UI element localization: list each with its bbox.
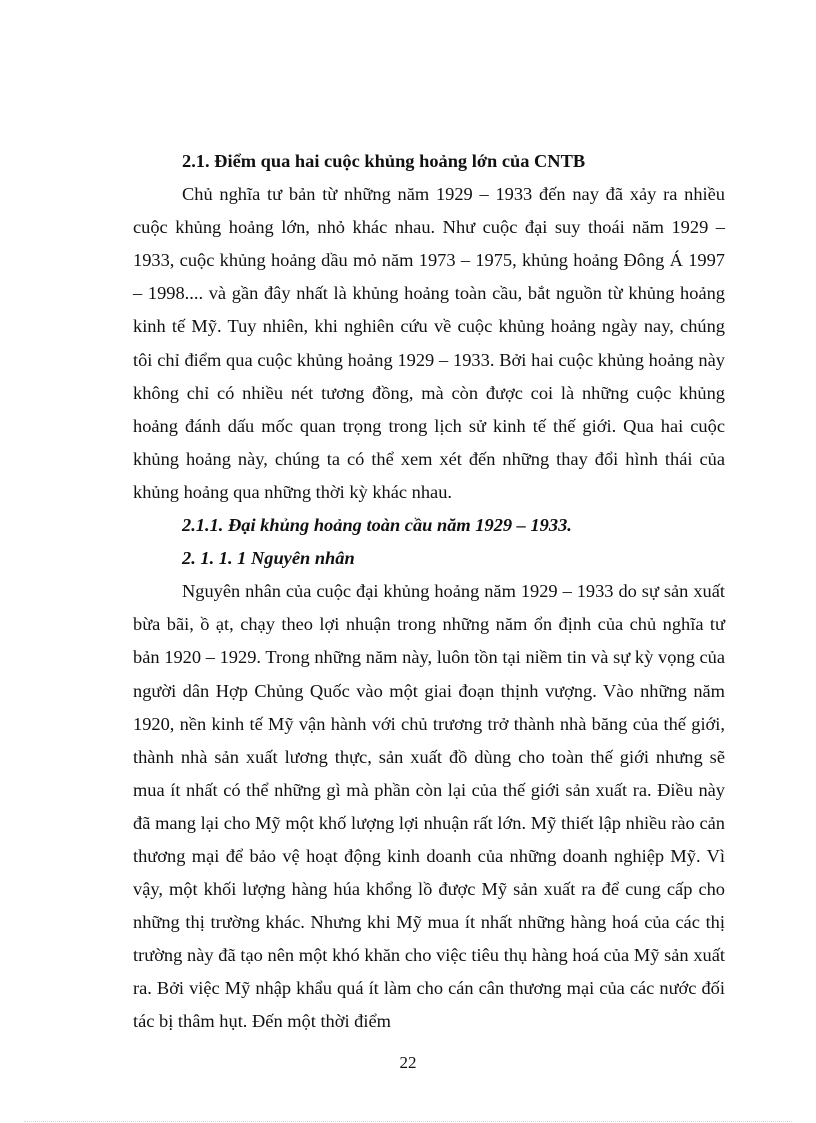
page-bottom-divider — [24, 1121, 792, 1122]
subsubsection-heading: 2. 1. 1. 1 Nguyên nhân — [182, 548, 355, 569]
page-number: 22 — [399, 1053, 417, 1072]
paragraph-causes: Nguyên nhân của cuộc đại khủng hoảng năm 1929 – 1933 do sự sản xuất bừa bãi, ồ ạt, chạy theo lợi nhuận trong những năm ổn định của chủ nghĩa tư bản 1920 – 1929. Trong những năm này, luôn tồn tại niềm tin và sự kỳ vọng của người dân Hợp Chủng Quốc vào một giai đoạn thịnh vượng. Vào những năm 1920, nền kinh tế Mỹ vận hành với chủ trương trở thành nhà băng của thế giới, thành nhà sản xuất lương thực, sản xuất đồ dùng cho toàn thế giới nhưng sẽ mua ít nhất có thể những gì mà phần còn lại của thế giới sản xuất ra. Điều này đã mang lại cho Mỹ một khố lượng lợi nhuận rất lớn. Mỹ thiết lập nhiều rào cản thương mại để bảo vệ hoạt động kinh doanh của những doanh nghiệp Mỹ. Vì vậy, một khối lượng hàng húa khổng lồ được Mỹ sản xuất ra để cung cấp cho những thị trường khác. Nhưng khi Mỹ mua ít nhất những hàng hoá của các thị trường này đã tạo nên một khó khăn cho việc tiêu thụ hàng hoá của Mỹ sản xuất ra. Bởi việc Mỹ nhập khẩu quá ít làm cho cán cân thương mại của các nước đối tác bị thâm hụt. Đến một thời điểm — [133, 581, 725, 1032]
paragraph-intro: Chủ nghĩa tư bản từ những năm 1929 – 1933 đến nay đã xảy ra nhiều cuộc khủng hoảng lớn, nhỏ khác nhau. Như cuộc đại suy thoái năm 1929 – 1933, cuộc khủng hoảng dầu mỏ năm 1973 – 1975, khủng hoảng Đông Á 1997 – 1998.... và gần đây nhất là khủng hoảng toàn cầu, bắt nguồn từ khủng hoảng kinh tế Mỹ. Tuy nhiên, khi nghiên cứu về cuộc khủng hoảng ngày nay, chúng tôi chỉ điểm qua cuộc khủng hoảng 1929 – 1933. Bởi hai cuộc khủng hoảng này không chỉ có nhiều nét tương đồng, mà còn được coi là những cuộc khủng hoảng đánh dấu mốc quan trọng trong lịch sử kinh tế thế giới. Qua hai cuộc khủng hoảng này, chúng ta có thể xem xét đến những thay đổi hình thái của khủng hoảng qua những thời kỳ khác nhau. — [133, 184, 725, 502]
section-heading: 2.1. Điểm qua hai cuộc khủng hoảng lớn của CNTB — [182, 151, 586, 171]
subsection-heading: 2.1.1. Đại khủng hoảng toàn cầu năm 1929 – 1933. — [182, 515, 572, 536]
document-body — [133, 145, 725, 1039]
